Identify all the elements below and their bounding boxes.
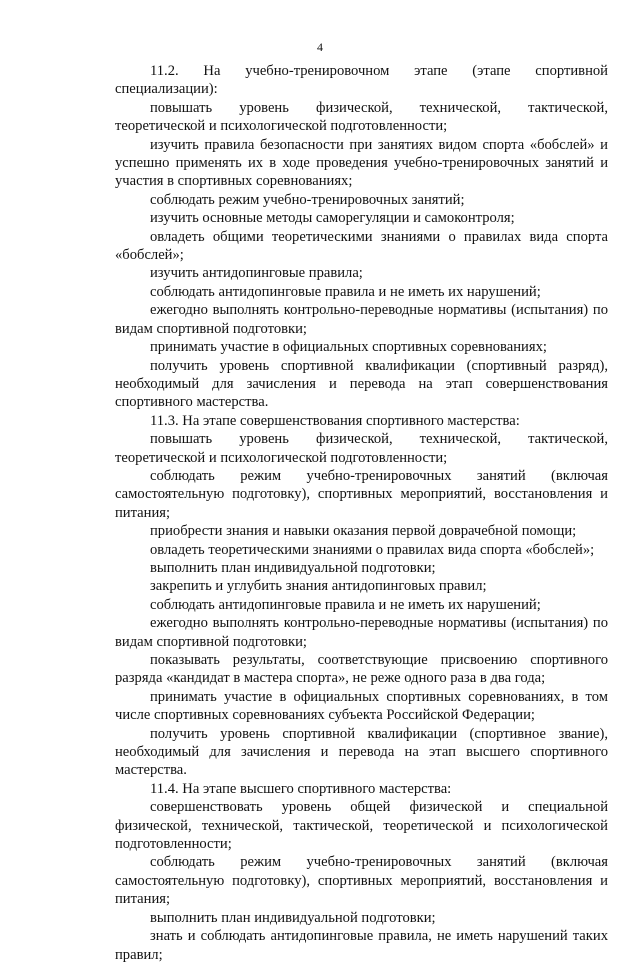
paragraph: выполнить план индивидуальной подготовки; bbox=[150, 909, 436, 926]
paragraph: выполнить план индивидуальной подготовки; bbox=[150, 559, 436, 576]
paragraph: соблюдать режим учебно-тренировочных занятий (включая самостоятельную подготовку), спортивных мероприятий, восстановления и питания; bbox=[115, 467, 608, 521]
paragraph: соблюдать антидопинговые правила и не иметь их нарушений; bbox=[150, 596, 541, 613]
paragraph: овладеть теоретическими знаниями о правилах вида спорта «бобслей»; bbox=[150, 541, 595, 558]
document-body bbox=[115, 62, 608, 964]
paragraph: соблюдать режим учебно-тренировочных занятий (включая самостоятельную подготовку), спортивных мероприятий, восстановления и питания; bbox=[115, 854, 608, 908]
paragraph: ежегодно выполнять контрольно-переводные нормативы (испытания) по видам спортивной подготовки; bbox=[115, 302, 608, 337]
paragraph: изучить правила безопасности при занятиях видом спорта «бобслей» и успешно применять их в ходе проведения учебно-тренировочных занятий и участия в спортивных соревнованиях; bbox=[115, 136, 608, 190]
page-number: 4 bbox=[317, 40, 323, 54]
paragraph: 11.3. На этапе совершенствования спортивного мастерства: bbox=[150, 412, 520, 429]
paragraph: приобрести знания и навыки оказания первой доврачебной помощи; bbox=[150, 523, 577, 540]
paragraph: повышать уровень физической, технической, тактической, теоретической и психологической подготовленности; bbox=[115, 99, 608, 135]
paragraph: получить уровень спортивной квалификации (спортивный разряд), необходимый для зачисления и перевода на этап совершенствования спортивного мастерства. bbox=[115, 357, 608, 411]
paragraph: показывать результаты, соответствующие присвоению спортивного разряда «кандидат в мастера спорта», не реже одного раза в два года; bbox=[115, 652, 608, 687]
paragraph: ежегодно выполнять контрольно-переводные нормативы (испытания) по видам спортивной подготовки; bbox=[115, 615, 608, 650]
paragraph: соблюдать антидопинговые правила и не иметь их нарушений; bbox=[150, 283, 541, 300]
paragraph: повышать уровень физической, технической, тактической, теоретической и психологической подготовленности; bbox=[115, 431, 608, 466]
paragraph: принимать участие в официальных спортивных соревнованиях, в том числе спортивных соревнованиях субъекта Российской Федерации; bbox=[115, 688, 608, 724]
paragraph: совершенствовать уровень общей физической и специальной физической, технической, тактической, теоретической и психологической подготовленности; bbox=[115, 799, 608, 853]
paragraph: соблюдать режим учебно-тренировочных занятий; bbox=[150, 191, 465, 208]
paragraph: получить уровень спортивной квалификации (спортивное звание), необходимый для зачисления и перевода на этап высшего спортивного мастерства. bbox=[115, 725, 608, 779]
paragraph: 11.4. На этапе высшего спортивного мастерства: bbox=[150, 780, 452, 797]
paragraph: изучить антидопинговые правила; bbox=[150, 265, 363, 282]
paragraph: знать и соблюдать антидопинговые правила, не иметь нарушений таких правил; bbox=[115, 928, 608, 963]
paragraph: овладеть общими теоретическими знаниями о правилах вида спорта «бобслей»; bbox=[115, 228, 608, 264]
paragraph: 11.2. На учебно-тренировочном этапе (этапе спортивной специализации): bbox=[115, 63, 608, 98]
paragraph: принимать участие в официальных спортивных соревнованиях; bbox=[150, 339, 547, 356]
paragraph: закрепить и углубить знания антидопинговых правил; bbox=[150, 578, 487, 595]
paragraph: изучить основные методы саморегуляции и самоконтроля; bbox=[150, 210, 515, 227]
